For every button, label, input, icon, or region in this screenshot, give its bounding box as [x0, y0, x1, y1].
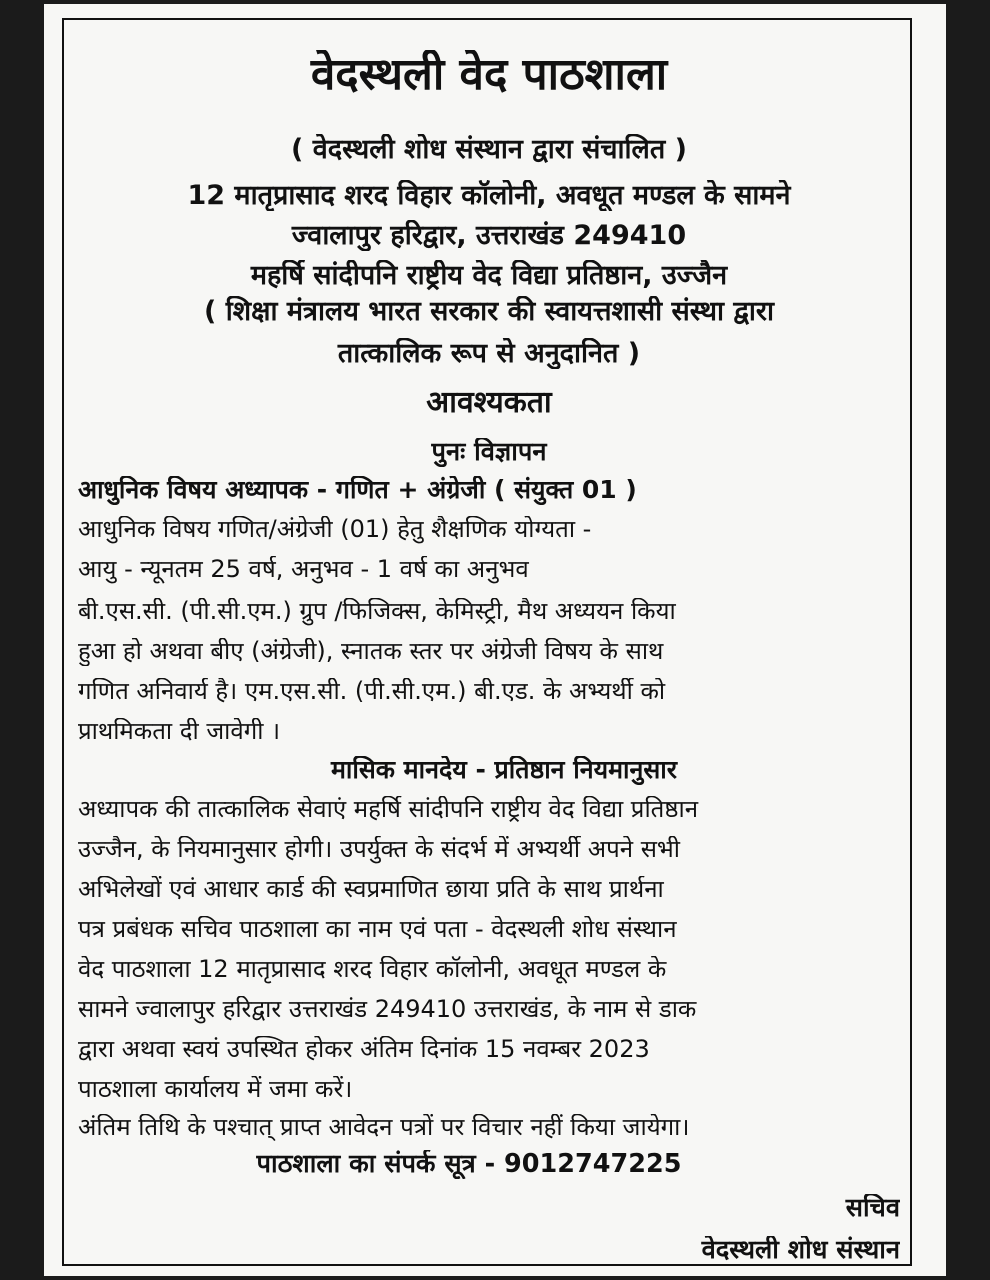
honorarium-line: पाठशाला कार्यालय में जमा करें। — [78, 1076, 353, 1103]
post-line: आधुनिक विषय गणित/अंग्रेजी (01) हेतु शैक्षणिक योग्यता - — [78, 516, 592, 543]
address-line-1: 12 मातृप्रासाद शरद विहार कॉलोनी, अवधूत मण्डल के सामने — [187, 180, 791, 211]
institute-name: महर्षि सांदीपनि राष्ट्रीय वेद विद्या प्रतिष्ठान, उज्जैन — [250, 260, 728, 291]
advertisement-paper — [44, 4, 946, 1276]
subtitle: ( वेदस्थली शोध संस्थान द्वारा संचालित ) — [291, 134, 687, 165]
contact-line: पाठशाला का संपर्क सूत्र - 9012747225 — [256, 1150, 682, 1179]
honorarium-line: अध्यापक की तात्कालिक सेवाएं महर्षि सांदीपनि राष्ट्रीय वेद विद्या प्रतिष्ठान — [78, 796, 699, 823]
honorarium-line: द्वारा अथवा स्वयं उपस्थित होकर अंतिम दिनांक 15 नवम्बर 2023 — [78, 1036, 650, 1063]
funding-line-2: तात्कालिक रूप से अनुदानित ) — [337, 338, 641, 369]
honorarium-heading: मासिक मानदेय - प्रतिष्ठान नियमानुसार — [330, 756, 678, 784]
signatory-organization: वेदस्थली शोध संस्थान — [701, 1236, 900, 1265]
post-line: आयु - न्यूनतम 25 वर्ष, अनुभव - 1 वर्ष का अनुभव — [78, 556, 529, 583]
honorarium-line: पत्र प्रबंधक सचिव पाठशाला का नाम एवं पता - वेदस्थली शोध संस्थान — [78, 916, 677, 943]
honorarium-line: वेद पाठशाला 12 मातृप्रासाद शरद विहार कॉलोनी, अवधूत मण्डल के — [78, 956, 667, 983]
honorarium-line: सामने ज्वालापुर हरिद्वार उत्तराखंड 249410 उत्तराखंड, के नाम से डाक — [78, 996, 697, 1023]
honorarium-line: उज्जैन, के नियमानुसार होगी। उपर्युक्त के संदर्भ में अभ्यर्थी अपने सभी — [78, 836, 681, 863]
funding-line-1: ( शिक्षा मंत्रालय भारत सरकार की स्वायत्तशासी संस्था द्वारा — [204, 296, 774, 327]
signatory-designation: सचिव — [845, 1194, 900, 1223]
closing-note: अंतिम तिथि के पश्चात् प्राप्त आवेदन पत्रों पर विचार नहीं किया जायेगा। — [78, 1114, 690, 1141]
post-line: हुआ हो अथवा बीए (अंग्रेजी), स्नातक स्तर पर अंग्रेजी विषय के साथ — [78, 638, 664, 665]
notice-subheading: पुनः विज्ञापन — [431, 438, 547, 467]
honorarium-line: अभिलेखों एवं आधार कार्ड की स्वप्रमाणित छाया प्रति के साथ प्रार्थना — [78, 876, 664, 903]
post-title: आधुनिक विषय अध्यापक - गणित + अंग्रेजी ( संयुक्त 01 ) — [78, 476, 637, 504]
post-line: गणित अनिवार्य है। एम.एस.सी. (पी.सी.एम.) बी.एड. के अभ्यर्थी को — [78, 678, 666, 705]
post-line: प्राथमिकता दी जावेगी । — [78, 718, 281, 745]
address-line-2: ज्वालापुर हरिद्वार, उत्तराखंड 249410 — [291, 220, 687, 251]
notice-heading: आवश्यकता — [426, 386, 552, 420]
post-line: बी.एस.सी. (पी.सी.एम.) ग्रुप /फिजिक्स, केमिस्ट्री, मैथ अध्ययन किया — [78, 598, 676, 625]
page-title: वेदस्थली वेद पाठशाला — [310, 50, 668, 100]
advertisement-border — [62, 18, 912, 1266]
